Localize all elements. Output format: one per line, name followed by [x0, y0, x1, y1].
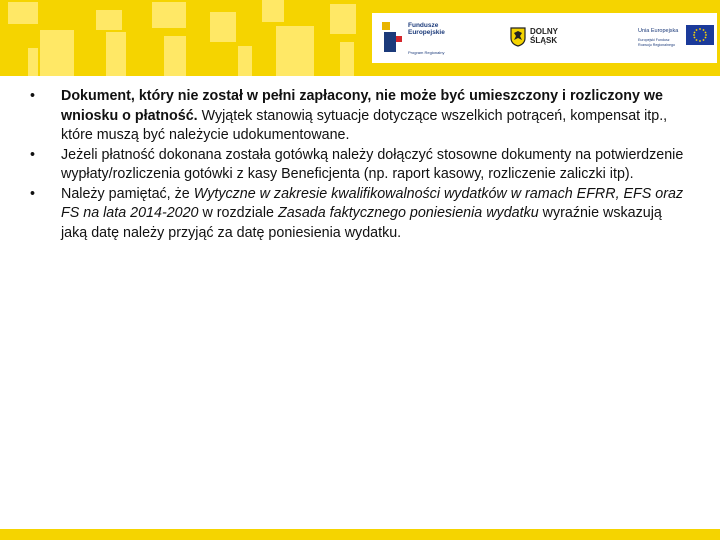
- fundusze-europejskie-logo: [382, 20, 467, 58]
- decor-square: [152, 2, 186, 28]
- decor-square: [210, 12, 236, 42]
- bullet-bold-text: Dokument, który nie został w pełni zapłacony, nie może być umieszczony i rozliczony we wniosku o płatność.: [61, 88, 663, 124]
- dolny-slask-logo: [510, 25, 580, 51]
- bullet-text: Należy pamiętać, że: [61, 185, 194, 202]
- bullet-text: w rozdziale: [198, 205, 278, 221]
- footer-bar: [0, 529, 720, 540]
- decor-square: [238, 46, 252, 76]
- bullet-marker: •: [30, 88, 36, 104]
- fe-star-mark-icon: [382, 22, 404, 52]
- chapter-title-italic: Zasada faktycznego poniesienia wydatku: [277, 205, 539, 221]
- bullet-item: [30, 185, 690, 244]
- bullet-list: [30, 87, 690, 243]
- document-title-italic: Wytyczne w zakresie kwalifikowalności wydatków w ramach EFRR, EFS oraz FS na lata 2014-2020: [61, 185, 684, 221]
- eagle-crest-icon: [510, 27, 526, 47]
- unia-europejska-logo: [638, 22, 714, 58]
- logo-strip: [372, 13, 717, 63]
- fe-name: Fundusze Europejskie: [408, 22, 445, 36]
- bullet-marker: •: [30, 146, 36, 163]
- decor-square: [106, 32, 126, 76]
- decor-square: [164, 36, 186, 76]
- decor-square: [330, 4, 356, 34]
- bullet-text: wyraźnie wskazują jaką datę należy przyjąć za datę poniesienia wydatku.: [61, 205, 662, 241]
- ue-subtitle: Europejski Fundusz Rozwoju Regionalnego: [638, 38, 675, 47]
- slide-content: [30, 87, 690, 243]
- bullet-text: Wyjątek stanowią sytuacje dotyczące wszelkich potrąceń, kompensat itp., które muszą być należycie udokumentowane.: [61, 107, 668, 143]
- eu-flag-icon: [686, 25, 714, 49]
- bullet-item: [30, 146, 690, 185]
- fe-subtitle: Program Regionalny: [408, 50, 445, 55]
- decor-square: [8, 2, 38, 24]
- decor-square: [96, 10, 122, 30]
- bullet-item: [30, 87, 690, 146]
- decor-square: [28, 48, 38, 76]
- bullet-text: Jeżeli płatność dokonana została gotówką należy dołączyć stosowne dokumenty na potwierdzenie wypłaty/rozliczenia gotówki z kasy Beneficjenta (np. raport kasowy, rozliczenie zaliczki itp).: [61, 146, 684, 182]
- decor-square: [276, 26, 314, 76]
- decor-square: [340, 42, 354, 76]
- decor-square: [40, 30, 74, 76]
- ue-name: Unia Europejska: [638, 28, 679, 34]
- decor-square: [262, 0, 284, 22]
- ds-name: DOLNY ŚLĄSK: [530, 27, 558, 45]
- bullet-marker: •: [30, 185, 36, 202]
- header-banner: [0, 0, 720, 76]
